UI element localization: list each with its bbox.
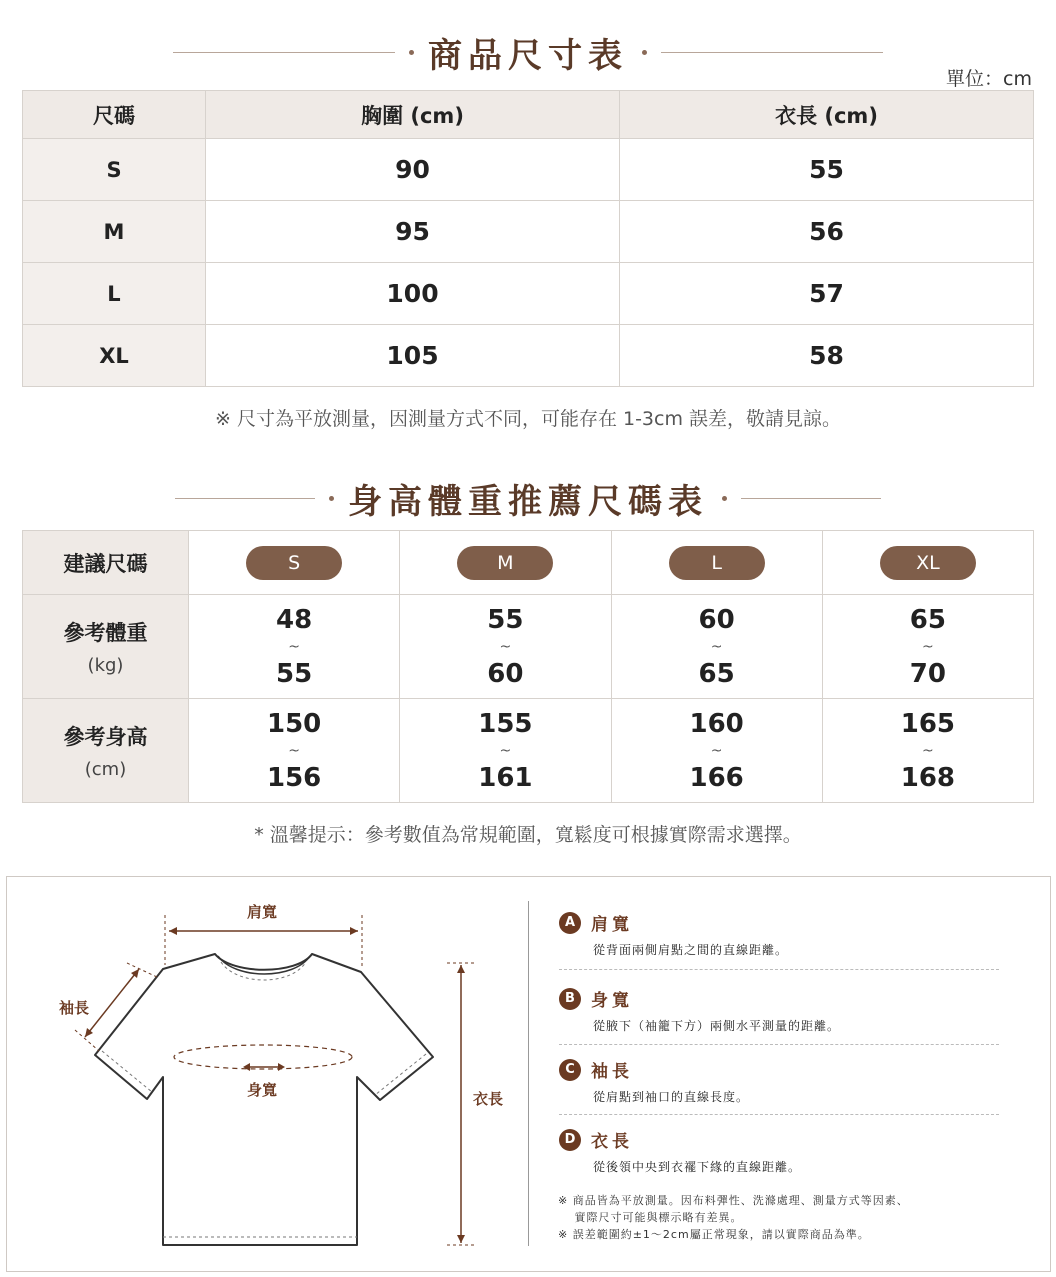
length-cell: 58 [620,325,1034,387]
definition-separator [559,1114,999,1115]
size-cell: S [23,139,206,201]
size-pill: XL [880,546,976,580]
title-line-left [175,498,315,499]
measurement-diagram [6,876,1051,1272]
height-cell [189,699,400,803]
size-pill: S [246,546,342,580]
size-cell: M [23,201,206,263]
label-body: 身寬 [247,1081,278,1099]
weight-cell [822,595,1033,699]
weight-header [23,595,189,699]
badge-a: A [559,912,581,934]
tilde: ~ [288,742,300,759]
definition-name: 身寬 [591,991,633,1011]
definition-desc: 從腋下（袖籠下方）兩側水平測量的距離。 [593,1019,841,1033]
table-row [23,595,1034,699]
height-label: 參考身高 [63,725,148,749]
shoulder-arrowhead-left [169,927,177,935]
size-table [22,90,1034,387]
footnote-line: ※ 商品皆為平放測量。因布料彈性、洗滌處理、測量方式等因素、 [558,1194,909,1207]
definition-body [559,986,999,1034]
height-cell [611,699,822,803]
chest-cell: 100 [206,263,620,325]
weight-label: 參考體重 [63,621,148,645]
definition-desc: 從肩點到袖口的直線長度。 [593,1090,750,1104]
length-cell: 55 [620,139,1034,201]
tilde: ~ [710,742,723,759]
range-min: 48 [276,604,313,635]
chest-cell: 95 [206,201,620,263]
size-cell: L [23,263,206,325]
badge-c: C [559,1059,581,1081]
title-dot-right [642,50,647,55]
tilde: ~ [922,638,934,655]
size-cell: XL [23,325,206,387]
size-chart-note: ※ 尺寸為平放測量，因測量方式不同，可能存在 1-3cm 誤差，敬請見諒。 [214,408,842,430]
size-pill-cell [400,531,611,595]
title-line-right [661,52,883,53]
table-row [23,325,1034,387]
definition-length [559,1127,999,1175]
size-pill-cell [189,531,400,595]
definition-sleeve [559,1057,999,1105]
size-chart-title-row [0,28,1056,77]
recommend-table [22,530,1034,803]
header-length: 衣長 (cm) [620,91,1034,139]
tilde: ~ [499,638,512,655]
height-cell [822,699,1033,803]
definition-name: 衣長 [591,1132,633,1152]
tilde: ~ [499,742,512,759]
height-header [23,699,189,803]
title-line-left [173,52,395,53]
size-pill-cell [822,531,1033,595]
length-arrowhead-top [457,965,465,973]
header-chest: 胸圍 (cm) [206,91,620,139]
tilde: ~ [922,742,934,759]
size-pill-cell [611,531,822,595]
height-unit: (cm) [84,759,127,780]
range-max: 161 [478,762,533,793]
size-pill: L [669,546,765,580]
title-dot-left [409,50,414,55]
range-min: 55 [487,604,524,635]
weight-cell [611,595,822,699]
height-cell [400,699,611,803]
weight-cell [189,595,400,699]
range-min: 160 [689,708,744,739]
footnote-line: 實際尺寸可能與標示略有差異。 [558,1211,743,1224]
sleeve-guide-top [127,963,157,977]
chest-cell: 90 [206,139,620,201]
header-size: 尺碼 [23,91,206,139]
title-dot-right [722,496,727,501]
range-max: 65 [698,658,735,689]
range-min: 60 [698,604,735,635]
tshirt-illustration [7,877,527,1271]
definition-separator [559,1044,999,1045]
table-row [23,201,1034,263]
label-length: 衣長 [473,1090,504,1108]
weight-cell [400,595,611,699]
definition-separator [559,969,999,970]
definition-shoulder [559,910,999,958]
tilde: ~ [288,638,300,655]
definition-desc: 從後領中央到衣襬下緣的直線距離。 [593,1160,802,1174]
range-max: 166 [689,762,744,793]
title-line-right [741,498,881,499]
recommend-title: 身高體重推薦尺碼表 [348,482,708,522]
tilde: ~ [710,638,723,655]
definition-name: 肩寬 [591,915,633,935]
chest-cell: 105 [206,325,620,387]
diagram-footnotes [558,1192,909,1243]
recommend-title-row [0,474,1056,523]
recommend-size-header: 建議尺碼 [23,531,189,595]
length-arrowhead-bot [457,1235,465,1243]
range-max: 156 [266,762,322,793]
recommend-note: * 溫馨提示：參考數值為常規範圍，寬鬆度可根據實際需求選擇。 [254,824,802,846]
badge-b: B [559,988,581,1010]
definition-desc: 從背面兩側肩點之間的直線距離。 [593,943,789,957]
badge-d: D [559,1129,581,1151]
label-sleeve: 袖長 [59,999,90,1017]
table-row [23,139,1034,201]
length-cell: 56 [620,201,1034,263]
range-max: 60 [487,658,524,689]
table-row [23,531,1034,595]
unit-label: 單位：cm [946,68,1032,90]
range-max: 55 [276,658,313,689]
range-min: 165 [900,708,956,739]
table-row [23,699,1034,803]
label-shoulder: 肩寬 [247,903,278,921]
shoulder-arrowhead-right [350,927,358,935]
weight-unit: (kg) [87,655,124,676]
size-chart-title: 商品尺寸表 [428,36,628,76]
vertical-divider [528,901,529,1246]
range-max: 70 [909,658,946,689]
range-min: 65 [909,604,946,635]
footnote-line: ※ 誤差範圍約±1～2cm屬正常現象，請以實際商品為準。 [558,1228,870,1241]
range-min: 150 [266,708,322,739]
range-min: 155 [478,708,533,739]
title-dot-left [329,496,334,501]
definition-name: 袖長 [591,1062,633,1082]
table-row [23,263,1034,325]
size-pill: M [457,546,553,580]
length-cell: 57 [620,263,1034,325]
range-max: 168 [900,762,956,793]
